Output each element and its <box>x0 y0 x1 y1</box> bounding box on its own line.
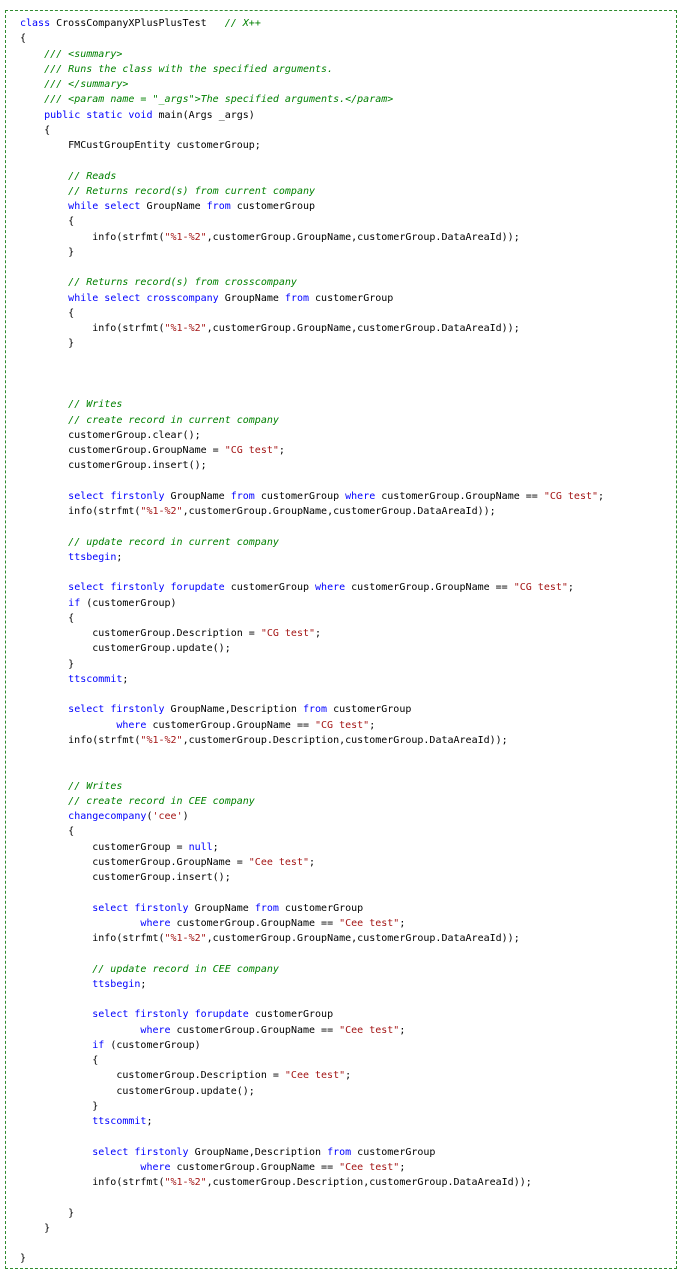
code-string: "Cee test" <box>339 917 400 929</box>
code-text: customerGroup.GroupName == <box>345 582 514 594</box>
code-comment: /// <param name = "_args">The specified arguments.</param> <box>44 94 394 106</box>
code-text: { <box>20 1055 99 1066</box>
code-line <box>20 31 604 46</box>
code-text: info(strfmt( <box>20 231 165 243</box>
code-keyword: where <box>140 1161 171 1173</box>
code-comment: // update record in current company <box>68 536 279 548</box>
code-keyword: select firstonly <box>68 490 165 502</box>
code-line <box>20 1160 604 1175</box>
code-line <box>20 565 604 580</box>
code-line <box>20 1190 604 1205</box>
code-text <box>20 171 68 182</box>
code-keyword: null <box>188 841 213 853</box>
code-text <box>20 918 140 929</box>
code-text: customerGroup.GroupName == <box>170 917 340 929</box>
code-text <box>20 811 68 822</box>
code-line <box>20 1175 604 1190</box>
code-text: ; <box>315 628 322 639</box>
code-text: ; <box>399 917 406 929</box>
code-line <box>20 474 604 489</box>
code-keyword: from <box>230 490 255 502</box>
code-line <box>20 489 604 504</box>
code-keyword: where <box>116 719 147 731</box>
code-text: ; <box>116 551 123 563</box>
code-text: ) <box>182 811 189 822</box>
code-line <box>20 733 604 748</box>
code-text: ,customerGroup.GroupName,customerGroup.DataAreaId)); <box>206 323 520 334</box>
code-text: ,customerGroup.Description,customerGroup.DataAreaId)); <box>206 1177 532 1188</box>
code-keyword: where <box>140 917 171 929</box>
code-text: customerGroup.update(); <box>20 643 231 655</box>
code-comment: // update record in CEE company <box>92 963 279 975</box>
code-line <box>20 1084 604 1099</box>
code-text <box>20 1025 140 1036</box>
code-line <box>20 855 604 870</box>
code-keyword: changecompany <box>68 811 147 822</box>
code-line <box>20 108 604 123</box>
code-comment: // X++ <box>224 18 261 29</box>
code-text: customerGroup.GroupName == <box>146 719 316 731</box>
code-line <box>20 245 604 260</box>
code-text: customerGroup.clear(); <box>20 429 201 441</box>
code-text <box>20 1162 140 1173</box>
code-text: customerGroup.GroupName = <box>20 856 249 868</box>
code-text <box>20 796 68 807</box>
code-line <box>20 1099 604 1114</box>
code-comment: // Reads <box>68 170 117 182</box>
code-line <box>20 306 604 321</box>
code-line <box>20 1053 604 1068</box>
code-keyword: select firstonly forupdate <box>68 582 225 594</box>
code-text: customerGroup <box>309 292 394 304</box>
code-text <box>20 94 44 105</box>
code-text: ; <box>399 1161 406 1173</box>
code-keyword: select firstonly <box>92 1146 189 1158</box>
code-line <box>20 184 604 199</box>
code-text <box>20 552 68 563</box>
code-line <box>20 992 604 1007</box>
code-keyword: from <box>302 704 328 716</box>
code-line <box>20 687 604 702</box>
code-text: customerGroup.GroupName == <box>170 1024 340 1036</box>
code-text: GroupName <box>164 490 231 502</box>
code-line <box>20 977 604 992</box>
code-text: } <box>20 1253 27 1265</box>
code-line <box>20 1038 604 1053</box>
code-text <box>20 704 68 715</box>
code-line <box>20 47 604 62</box>
code-comment: // create record in current company <box>68 414 279 426</box>
code-text: ,customerGroup.Description,customerGroup.DataAreaId)); <box>182 734 508 746</box>
code-text <box>20 598 68 609</box>
code-text <box>20 1040 92 1051</box>
code-text: info(strfmt( <box>20 506 141 517</box>
code-line <box>20 214 604 229</box>
code-line <box>20 336 604 351</box>
code-line <box>20 138 604 153</box>
code-text: ; <box>567 582 574 594</box>
code-line <box>20 657 604 672</box>
code-text: CrossCompanyXPlusPlusTest <box>50 18 225 29</box>
code-text <box>20 903 92 914</box>
code-line <box>20 62 604 77</box>
code-text: ,customerGroup.GroupName,customerGroup.DataAreaId)); <box>182 506 496 517</box>
code-text: info(strfmt( <box>20 933 165 944</box>
code-keyword: from <box>254 902 279 914</box>
code-string: "CG test" <box>513 582 568 594</box>
code-line <box>20 1068 604 1083</box>
code-line <box>20 626 604 641</box>
code-comment: // Returns record(s) from crosscompany <box>68 277 297 289</box>
code-string: "Cee test" <box>339 1161 400 1173</box>
code-comment: // Writes <box>68 780 123 792</box>
code-line <box>20 1023 604 1038</box>
code-text: } <box>20 1100 99 1112</box>
code-keyword: where <box>345 490 376 502</box>
code-keyword: select firstonly forupdate <box>92 1009 249 1021</box>
code-text <box>20 399 68 410</box>
code-string: "CG test" <box>260 628 316 639</box>
code-text <box>20 110 44 121</box>
code-line <box>20 443 604 458</box>
code-line <box>20 123 604 138</box>
code-keyword: from <box>284 292 310 304</box>
code-text: ; <box>369 719 376 731</box>
code-text: ,customerGroup.GroupName,customerGroup.DataAreaId)); <box>206 933 520 944</box>
code-comment: // create record in CEE company <box>68 795 255 807</box>
code-comment: /// <summary> <box>44 48 123 60</box>
code-line <box>20 794 604 809</box>
code-keyword: if <box>68 597 81 609</box>
code-line <box>20 672 604 687</box>
code-text: info(strfmt( <box>20 323 165 334</box>
code-text: GroupName <box>218 292 285 304</box>
code-text: ( <box>146 811 153 822</box>
code-text: } <box>20 658 75 670</box>
code-comment: // Writes <box>68 399 123 411</box>
code-text: customerGroup = <box>20 841 189 853</box>
code-text: ; <box>598 490 605 502</box>
code-text <box>20 64 44 75</box>
code-line <box>20 1114 604 1129</box>
code-line <box>20 413 604 428</box>
code-string: "%1-%2" <box>164 231 207 243</box>
code-text <box>20 537 68 548</box>
code-text <box>20 1116 92 1127</box>
code-keyword: class <box>20 18 51 29</box>
code-string: "Cee test" <box>339 1024 400 1036</box>
code-text: customerGroup <box>327 704 412 716</box>
code-text: FMCustGroupEntity customerGroup; <box>20 140 261 151</box>
code-text: ; <box>399 1024 406 1036</box>
code-line <box>20 946 604 961</box>
code-text: customerGroup.insert(); <box>20 460 207 472</box>
code-text <box>20 582 68 593</box>
code-text: { <box>20 826 75 838</box>
code-line <box>20 580 604 595</box>
code-text: main(Args _args) <box>152 109 255 121</box>
code-keyword: from <box>327 1146 352 1158</box>
code-text: customerGroup <box>224 582 316 594</box>
code-keyword: where <box>315 582 346 594</box>
code-text: ; <box>122 673 129 685</box>
code-line <box>20 962 604 977</box>
code-keyword: while select crosscompany <box>68 292 219 304</box>
code-line <box>20 1129 604 1144</box>
code-line <box>20 199 604 214</box>
code-text: { <box>20 307 75 319</box>
code-line <box>20 458 604 473</box>
code-text: ,customerGroup.GroupName,customerGroup.DataAreaId)); <box>206 231 520 243</box>
code-text <box>20 674 68 685</box>
code-text: customerGroup <box>230 201 316 212</box>
code-keyword: ttsbegin <box>92 978 141 990</box>
code-line <box>20 718 604 733</box>
code-string: "%1-%2" <box>140 506 183 517</box>
code-line <box>20 809 604 824</box>
code-text: ; <box>146 1116 153 1127</box>
code-text <box>20 1147 92 1158</box>
code-text: (customerGroup) <box>80 597 177 609</box>
code-line <box>20 1251 604 1266</box>
code-line <box>20 1145 604 1160</box>
code-text: customerGroup.GroupName = <box>20 445 225 456</box>
code-string: "Cee test" <box>284 1070 346 1082</box>
code-text: { <box>20 33 27 45</box>
code-comment: /// Runs the class with the specified arguments. <box>44 63 334 75</box>
code-line <box>20 641 604 656</box>
code-keyword: while select <box>68 201 141 212</box>
code-text: GroupName,Description <box>164 704 303 716</box>
code-line <box>20 901 604 916</box>
code-line <box>20 519 604 534</box>
code-text <box>20 293 68 304</box>
code-keyword: where <box>140 1024 171 1036</box>
code-line <box>20 275 604 290</box>
code-text <box>20 720 116 731</box>
code-text: customerGroup.GroupName == <box>170 1161 340 1173</box>
code-keyword: select firstonly <box>68 704 165 716</box>
code-text <box>20 415 68 426</box>
code-line <box>20 824 604 839</box>
code-string: "%1-%2" <box>164 323 207 334</box>
code-line <box>20 916 604 931</box>
code-text <box>20 49 44 60</box>
code-string: "%1-%2" <box>164 933 207 944</box>
code-keyword: ttscommit <box>92 1116 147 1127</box>
code-line <box>20 748 604 763</box>
code-line <box>20 16 604 31</box>
code-text: customerGroup.insert(); <box>20 872 231 883</box>
code-text: ; <box>212 841 219 853</box>
code-text: ; <box>309 856 316 868</box>
code-text: customerGroup <box>278 902 364 914</box>
code-line <box>20 291 604 306</box>
code-line <box>20 1007 604 1022</box>
code-text: } <box>20 338 75 350</box>
code-text: { <box>20 216 75 228</box>
code-text: (customerGroup) <box>104 1039 201 1051</box>
code-line <box>20 550 604 565</box>
code-comment: // Returns record(s) from current company <box>68 185 316 197</box>
code-text <box>20 979 92 990</box>
code-line <box>20 169 604 184</box>
code-string: "Cee test" <box>248 856 309 868</box>
code-line <box>20 870 604 885</box>
code-line <box>20 352 604 367</box>
code-text <box>20 201 68 212</box>
code-line <box>20 763 604 778</box>
code-line <box>20 535 604 550</box>
code-string: "CG test" <box>543 490 599 502</box>
code-comment: /// </summary> <box>44 79 129 90</box>
code-line <box>20 779 604 794</box>
code-text <box>20 964 92 975</box>
code-text: } <box>20 1222 51 1234</box>
code-text: info(strfmt( <box>20 734 141 746</box>
code-text: customerGroup <box>351 1146 436 1158</box>
code-text <box>20 277 68 288</box>
code-text: ; <box>345 1070 352 1082</box>
code-line <box>20 153 604 168</box>
code-keyword: public static void <box>44 109 153 121</box>
code-line <box>20 428 604 443</box>
code-text <box>20 79 44 90</box>
code-text: } <box>20 246 75 258</box>
code-line <box>20 397 604 412</box>
code-line <box>20 885 604 900</box>
code-text: ; <box>140 978 147 990</box>
code-text: customerGroup.Description = <box>20 1070 285 1082</box>
code-keyword: if <box>92 1039 105 1051</box>
code-line <box>20 321 604 336</box>
code-text: customerGroup <box>248 1009 334 1021</box>
code-string: 'cee' <box>152 811 183 822</box>
code-text: { <box>20 124 51 136</box>
code-line <box>20 367 604 382</box>
code-keyword: from <box>206 201 231 212</box>
code-listing <box>20 16 604 1267</box>
code-keyword: select firstonly <box>92 902 189 914</box>
code-text: GroupName <box>140 201 207 212</box>
code-line <box>20 931 604 946</box>
code-text: customerGroup.GroupName == <box>375 490 544 502</box>
code-text: customerGroup <box>254 490 346 502</box>
code-text <box>20 1009 92 1020</box>
code-text <box>20 781 68 792</box>
code-line <box>20 92 604 107</box>
code-string: "%1-%2" <box>140 734 183 746</box>
code-text <box>20 491 68 502</box>
code-block <box>5 10 677 1269</box>
code-line <box>20 702 604 717</box>
code-line <box>20 840 604 855</box>
code-keyword: ttscommit <box>68 673 123 685</box>
code-text: customerGroup.Description = <box>20 628 261 639</box>
code-text: customerGroup.update(); <box>20 1085 255 1097</box>
code-line <box>20 1236 604 1251</box>
code-line <box>20 382 604 397</box>
code-text: } <box>20 1207 75 1219</box>
code-line <box>20 260 604 275</box>
code-line <box>20 504 604 519</box>
code-string: "%1-%2" <box>164 1177 207 1188</box>
code-text: GroupName,Description <box>188 1146 328 1158</box>
code-text: { <box>20 612 75 624</box>
code-line <box>20 1206 604 1221</box>
code-text <box>20 186 68 197</box>
code-line <box>20 596 604 611</box>
code-line <box>20 230 604 245</box>
code-line <box>20 77 604 92</box>
code-text: ; <box>278 445 285 456</box>
code-keyword: ttsbegin <box>68 551 117 563</box>
code-text: GroupName <box>188 902 255 914</box>
code-string: "CG test" <box>224 445 279 456</box>
code-line <box>20 611 604 626</box>
code-line <box>20 1221 604 1236</box>
code-string: "CG test" <box>315 719 370 731</box>
code-text: info(strfmt( <box>20 1177 165 1188</box>
